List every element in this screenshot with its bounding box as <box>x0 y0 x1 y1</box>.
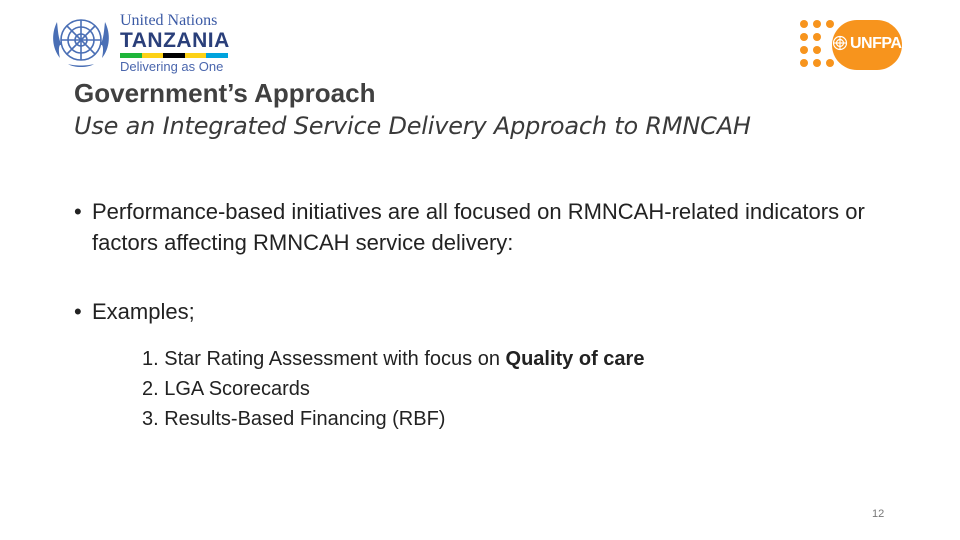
bullet-item <box>74 296 894 327</box>
slide-subtitle: Use an Integrated Service Delivery Approach to RMNCAH <box>74 112 751 140</box>
example-emphasis: Quality of care <box>505 348 645 370</box>
bullet-marker: • <box>74 199 82 224</box>
un-logo-tagline: Delivering as One <box>120 59 224 74</box>
page-number: 12 <box>872 508 885 520</box>
bullet-item <box>74 196 894 258</box>
tanzania-flag-stripe <box>120 53 228 58</box>
slide-title: Government’s Approach <box>74 78 376 108</box>
unfpa-logo <box>796 16 908 72</box>
bullet-marker: • <box>74 299 82 324</box>
un-tanzania-logo <box>46 10 236 72</box>
un-globe-icon <box>832 35 848 51</box>
example-item <box>142 344 644 374</box>
un-logo-name: United Nations <box>120 12 218 29</box>
bullet-list <box>74 196 894 327</box>
example-text: 3. Results-Based Financing (RBF) <box>142 408 446 430</box>
unfpa-wordmark: UNFPA <box>850 35 902 52</box>
un-emblem-icon <box>46 10 116 72</box>
un-logo-text <box>120 12 240 74</box>
example-text: 1. Star Rating Assessment with focus on <box>142 348 506 370</box>
examples-list <box>142 344 644 434</box>
bullet-text: Examples; <box>92 299 195 324</box>
example-item <box>142 404 644 434</box>
bullet-text: Performance-based initiatives are all focused on RMNCAH-related indicators or factors affecting RMNCAH service delivery: <box>92 199 865 255</box>
un-logo-country: TANZANIA <box>120 29 230 52</box>
example-text: 2. LGA Scorecards <box>142 378 310 400</box>
example-item <box>142 374 644 404</box>
